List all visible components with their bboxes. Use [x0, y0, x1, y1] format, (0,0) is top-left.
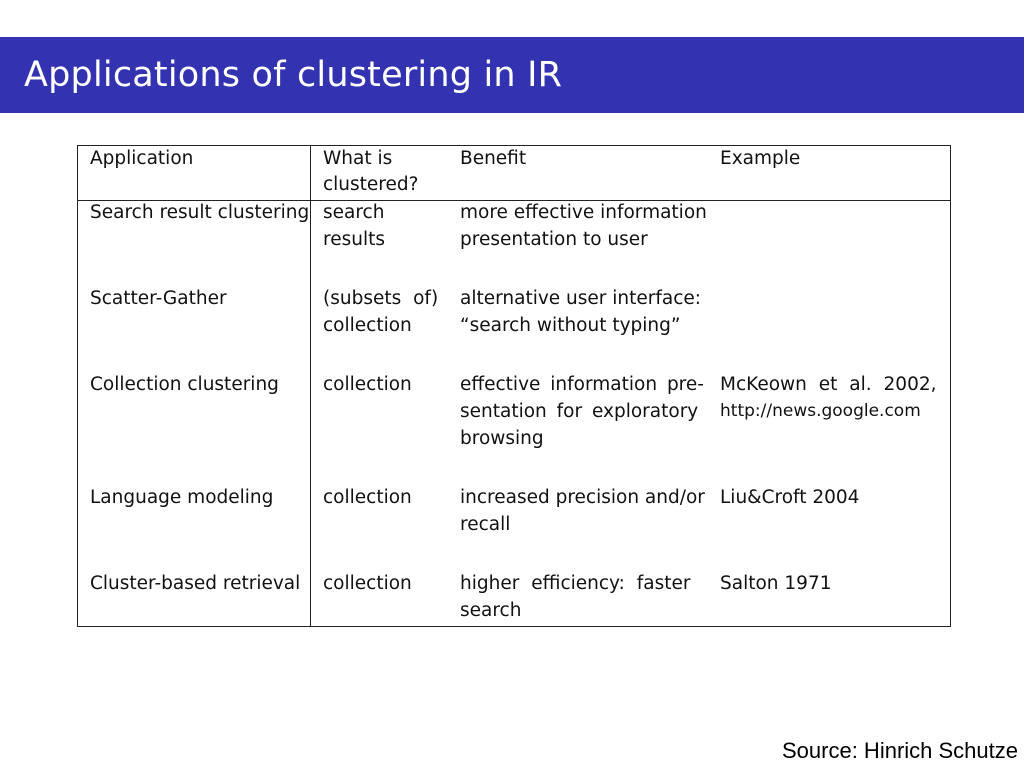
- row-1-clustered: [323, 199, 385, 253]
- row-4-benefit-line-2: recall: [460, 514, 511, 535]
- row-2-benefit-line-1: alternative user interface:: [460, 288, 702, 309]
- row-4-benefit-line-1: increased precision and/or: [460, 487, 705, 508]
- row-1-benefit: [460, 199, 707, 253]
- row-2-clustered-line-2: collection: [323, 315, 412, 336]
- row-1-application: Search result clustering: [90, 202, 310, 223]
- row-4-application: Language modeling: [90, 487, 274, 508]
- row-1-benefit-line-1: more effective information: [460, 202, 707, 223]
- row-1-clustered-line-1: search: [323, 202, 385, 223]
- row-3-application: Collection clustering: [90, 374, 279, 395]
- header-clustered-line-2: clustered?: [323, 174, 419, 195]
- row-5-example: Salton 1971: [720, 573, 832, 594]
- row-3-example: [720, 371, 937, 425]
- row-2-application: Scatter-Gather: [90, 288, 227, 309]
- title-bar: [0, 37, 1024, 113]
- applications-table: [77, 145, 951, 627]
- header-application: Application: [90, 148, 194, 169]
- row-1-benefit-line-2: presentation to user: [460, 229, 648, 250]
- source-credit: Source: Hinrich Schutze: [782, 738, 1018, 763]
- page-title: Applications of clustering in IR: [24, 55, 563, 95]
- row-3-example-line-1: McKeown et al. 2002,: [720, 374, 937, 395]
- row-4-clustered: collection: [323, 487, 412, 508]
- header-clustered-line-1: What is: [323, 148, 393, 169]
- row-5-benefit: [460, 570, 691, 624]
- row-3-benefit-line-1: effective information pre-: [460, 374, 704, 395]
- row-2-clustered-line-1: (subsets of): [323, 288, 439, 309]
- row-3-benefit: [460, 371, 704, 452]
- row-2-benefit: [460, 285, 701, 339]
- header-benefit: Benefit: [460, 148, 527, 169]
- row-3-benefit-line-3: browsing: [460, 428, 544, 449]
- row-3-clustered: collection: [323, 374, 412, 395]
- header-example: Example: [720, 148, 801, 169]
- row-3-benefit-line-2: sentation for exploratory: [460, 401, 699, 422]
- row-3-example-url: http://news.google.com: [720, 401, 921, 421]
- row-5-application: Cluster-based retrieval: [90, 573, 301, 594]
- row-4-example: Liu&Croft 2004: [720, 487, 860, 508]
- row-5-benefit-line-1: higher efficiency: faster: [460, 573, 691, 594]
- row-1-clustered-line-2: results: [323, 229, 385, 250]
- row-5-benefit-line-2: search: [460, 600, 522, 621]
- row-5-clustered: collection: [323, 573, 412, 594]
- row-2-benefit-line-2: “search without typing”: [460, 315, 681, 336]
- column-divider: [310, 146, 311, 626]
- header-what-is-clustered: [323, 146, 418, 198]
- row-4-benefit: [460, 484, 705, 538]
- row-2-clustered: [323, 285, 439, 339]
